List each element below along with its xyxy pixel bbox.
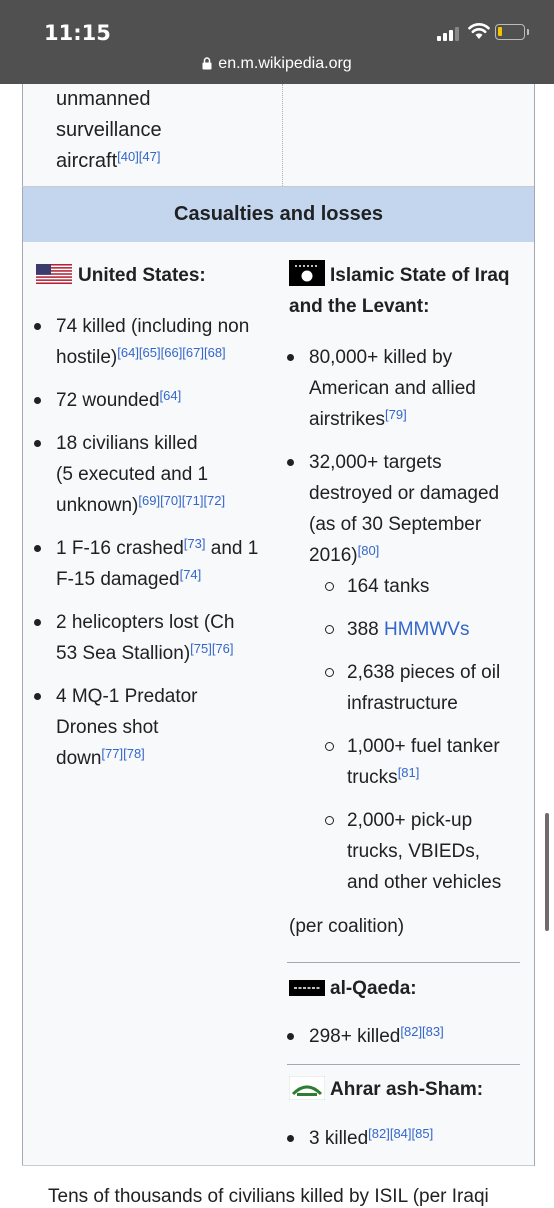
list-item: 298+ killed[82][83]	[309, 1021, 444, 1052]
ahrar-flag-icon	[289, 1076, 325, 1100]
reference-link[interactable]: [40][47]	[117, 149, 161, 164]
list-item: 74 killed (including non hostile)[64][65][66][67][68]	[56, 311, 281, 373]
reference-link[interactable]: [77][78]	[101, 746, 145, 761]
sub-list-item: 2,000+ pick-up trucks, VBIEDs, and other vehicles	[347, 805, 527, 898]
isil-title: Islamic State of Iraq and the Levant:	[289, 260, 529, 322]
hmmwvs-link[interactable]: HMMWVs	[383, 619, 470, 640]
divider	[287, 1064, 520, 1065]
column-divider	[282, 84, 283, 186]
reference-link[interactable]: [69][70][71][72]	[138, 493, 226, 508]
reference-link[interactable]: [82][83]	[400, 1024, 444, 1039]
coalition-note: (per coalition)	[289, 916, 405, 937]
alqaeda-flag-icon	[289, 980, 325, 996]
status-bar	[0, 0, 554, 84]
reference-link[interactable]: [64][65][66][67][68]	[117, 345, 226, 360]
reference-link[interactable]: [80]	[357, 543, 380, 558]
reference-link[interactable]: [79]	[385, 407, 407, 422]
cellular-signal-icon	[437, 27, 459, 41]
list-item: 72 wounded[64]	[56, 385, 281, 416]
list-item: 2 helicopters lost (Ch 53 Sea Stallion)[75][76]	[56, 607, 281, 669]
alqaeda-title: al-Qaeda:	[289, 973, 417, 1004]
reference-link[interactable]: [73]	[183, 536, 206, 551]
divider	[287, 962, 520, 963]
ahrar-list	[309, 1123, 433, 1154]
list-item: 18 civilians killed (5 executed and 1 unknown)[69][70][71][72]	[56, 428, 281, 521]
list-item: 3 killed[82][84][85]	[309, 1123, 433, 1154]
sub-list-item: 2,638 pieces of oil infrastructure	[347, 657, 527, 719]
ahrar-title: Ahrar ash-Sham:	[289, 1074, 483, 1105]
reference-link[interactable]: [75][76]	[190, 641, 234, 656]
list-item: 32,000+ targets destroyed or damaged (as of 30 September 2016)[80]	[309, 447, 524, 571]
us-label: United States:	[78, 265, 206, 286]
clock: 11:15	[44, 21, 111, 45]
lock-icon	[202, 57, 212, 70]
divider	[22, 1165, 534, 1166]
isil-destroyed-sublist	[347, 571, 527, 898]
us-casualty-list	[56, 311, 281, 774]
isil-flag-icon	[289, 260, 325, 286]
address-bar[interactable]	[0, 55, 554, 73]
battery-icon	[495, 24, 525, 40]
reference-link[interactable]: [82][84][85]	[368, 1126, 434, 1141]
list-item: 1 F-16 crashed[73] and 1 F-15 damaged[74]	[56, 533, 281, 595]
url-text: en.m.wikipedia.org	[218, 55, 352, 72]
us-flag-icon	[36, 264, 72, 284]
section-header: Casualties and losses	[23, 187, 534, 242]
isil-casualty-list	[309, 342, 524, 571]
reference-link[interactable]: [81]	[397, 765, 420, 780]
civilian-casualties-text: Tens of thousands of civilians killed by ISIL (per Iraqi	[48, 1186, 489, 1207]
reference-link[interactable]: [74]	[179, 567, 202, 582]
sub-list-item: 388 HMMWVs	[347, 614, 527, 645]
list-item: 80,000+ killed by American and allied airstrikes[79]	[309, 342, 524, 435]
alqaeda-list	[309, 1021, 444, 1052]
previous-row-text: unmanned surveillance aircraft[40][47]	[56, 88, 162, 172]
list-item: 4 MQ-1 Predator Drones shot down[77][78]	[56, 681, 281, 774]
reference-link[interactable]: [64]	[159, 388, 182, 403]
sub-list-item: 164 tanks	[347, 571, 527, 602]
sub-list-item: 1,000+ fuel tanker trucks[81]	[347, 731, 527, 793]
wifi-icon	[468, 22, 490, 40]
scrollbar[interactable]	[545, 813, 549, 931]
us-title	[36, 260, 206, 291]
